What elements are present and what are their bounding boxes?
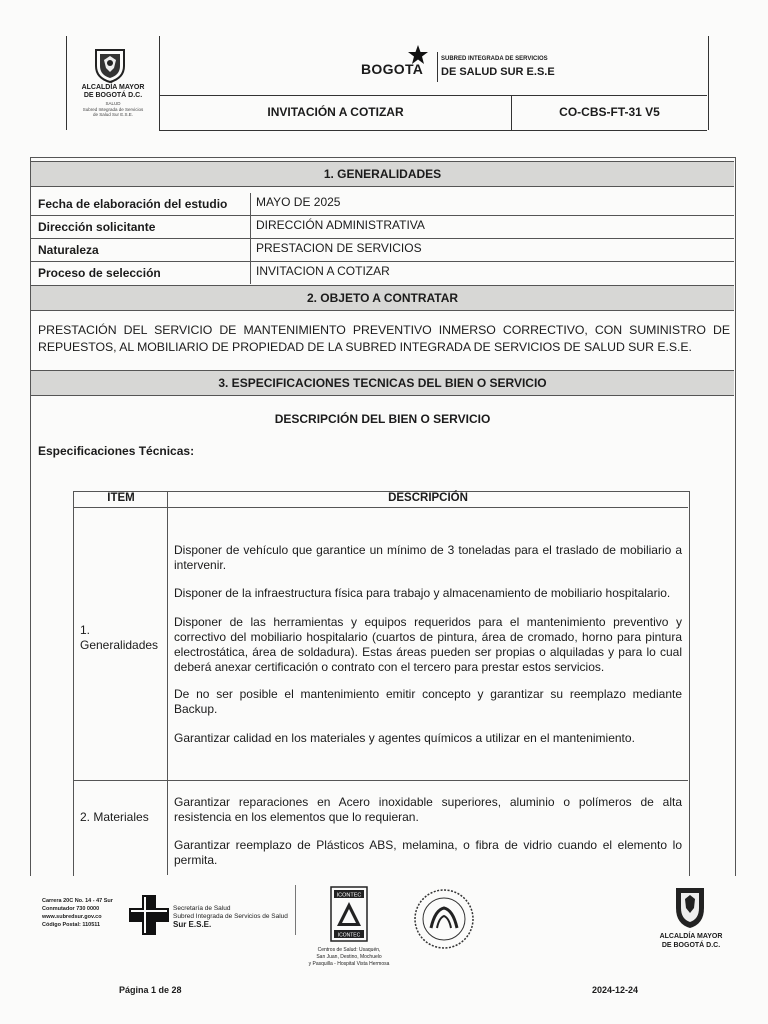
item-label: 1. Generalidades	[80, 623, 159, 652]
row-label: Proceso de selección	[38, 266, 161, 280]
health-secretariat-text: Secretaría de Salud Subred Integrada de Servicios de Salud Sur E.S.E.	[173, 905, 288, 929]
badge-word: ICONTEC	[336, 892, 362, 899]
section-2-header: 2. OBJETO A CONTRATAR	[31, 285, 734, 311]
row-value: DIRECCIÓN ADMINISTRATIVA	[256, 218, 425, 232]
header-divider	[159, 130, 707, 131]
general-row	[31, 193, 734, 216]
description-title: DESCRIPCIÓN DEL BIEN O SERVICIO	[274, 412, 491, 426]
row-label: Dirección solicitante	[38, 220, 156, 234]
accreditation-seal-icon	[413, 888, 475, 950]
footer-entity-name: ALCALDÍA MAYOR DE BOGOTÁ D.C.	[659, 933, 723, 949]
row-label: Fecha de elaboración del estudio	[38, 197, 228, 211]
item-paragraph: Disponer de vehículo que garantice un mínimo de 3 toneladas para el traslado de mobiliario a intervenir.	[174, 543, 682, 572]
footer-divider	[295, 885, 296, 935]
item-paragraph: Disponer de las herramientas y equipos requeridos para el mantenimiento preventivo y correctivo del mobiliario hospitalario (cuartos de pintura, área de cromado, horno para pintura electrostática, área de soldadura). Estas áreas pueden ser propias o alquiladas y para lo cual deberá anexar certificación o contrato con el tercero para prestar estos servicios.	[174, 615, 682, 674]
general-row	[31, 262, 734, 284]
row-value: PRESTACION DE SERVICIOS	[256, 241, 422, 255]
document-title: INVITACIÓN A COTIZAR	[267, 105, 404, 119]
footer-address: Carrera 20C No. 14 - 47 Sur Conmutador 730 0000 www.subredsur.gov.co Código Postal: 110511	[42, 898, 113, 928]
row-value: INVITACION A COTIZAR	[256, 264, 390, 278]
item-paragraph: De no ser posible el mantenimiento emitir concepto y garantizar su reemplazo mediante Backup.	[174, 687, 682, 716]
bogota-crest-logo	[672, 884, 708, 930]
subred-name-line2: DE SALUD SUR E.S.E	[441, 66, 555, 78]
star-icon	[407, 44, 429, 66]
item-paragraph: Garantizar calidad en los materiales y agentes químicos a utilizar en el mantenimiento.	[174, 731, 635, 745]
item-label: 2. Materiales	[80, 810, 149, 824]
subred-name-line1: SUBRED INTEGRADA DE SERVICIOS	[441, 56, 548, 62]
brand-divider	[437, 52, 438, 82]
item-column-header: ITEM	[107, 492, 135, 504]
health-secretariat-logo	[127, 893, 171, 937]
entity-name: ALCALDÍA MAYOR DE BOGOTÁ D.C.	[81, 84, 145, 99]
general-row	[31, 216, 734, 239]
section-3-header: 3. ESPECIFICACIONES TECNICAS DEL BIEN O SERVICIO	[31, 370, 734, 396]
item-paragraph: Garantizar reparaciones en Acero inoxidable superiores, aluminio o polímeros de alta resistencia en los elementos que lo requieran.	[174, 795, 682, 824]
table-column-divider	[167, 491, 168, 875]
badge-word: ICONTEC	[337, 932, 361, 939]
header-divider	[159, 95, 707, 96]
entity-subtitle: SALUD Subred Integrada de Servicios de Salud Sur E.S.E.	[82, 101, 144, 117]
table-column-divider	[250, 193, 251, 284]
row-value: MAYO DE 2025	[256, 195, 341, 209]
bogota-brand: BOGOTA	[361, 61, 424, 77]
row-label: Naturaleza	[38, 243, 99, 257]
item-paragraph: Disponer de la infraestructura física para trabajo y almacenamiento de mobiliario hospitalario.	[174, 586, 671, 600]
description-column-header: DESCRIPCIÓN	[388, 492, 468, 504]
item-paragraph: Garantizar reemplazo de Plásticos ABS, melamina, o fibra de vidrio cuando el elemento lo permita.	[174, 838, 682, 867]
certification-badge-icon	[330, 886, 368, 942]
general-row	[31, 239, 734, 262]
page-number: Página 1 de 28	[119, 985, 182, 995]
certification-text: Centros de Salud: Usaquén, San Juan, Destino, Mochuelo y Pasquilla - Hospital Vista Hermosa	[308, 947, 390, 967]
document-code: CO-CBS-FT-31 V5	[559, 105, 660, 119]
table-row-divider	[74, 780, 688, 781]
contract-object-text: PRESTACIÓN DEL SERVICIO DE MANTENIMIENTO PREVENTIVO INMERSO CORRECTIVO, CON SUMINISTRO DE REPUESTOS, AL MOBILIARIO DE PROPIEDAD DE LA SUBRED INTEGRADA DE SERVICIOS DE SALUD SUR E.S.E.	[38, 323, 730, 354]
bogota-crest-logo	[90, 46, 130, 84]
section-1-header: 1. GENERALIDADES	[31, 161, 734, 187]
specifications-label: Especificaciones Técnicas:	[38, 444, 195, 458]
page-date: 2024-12-24	[592, 985, 639, 995]
